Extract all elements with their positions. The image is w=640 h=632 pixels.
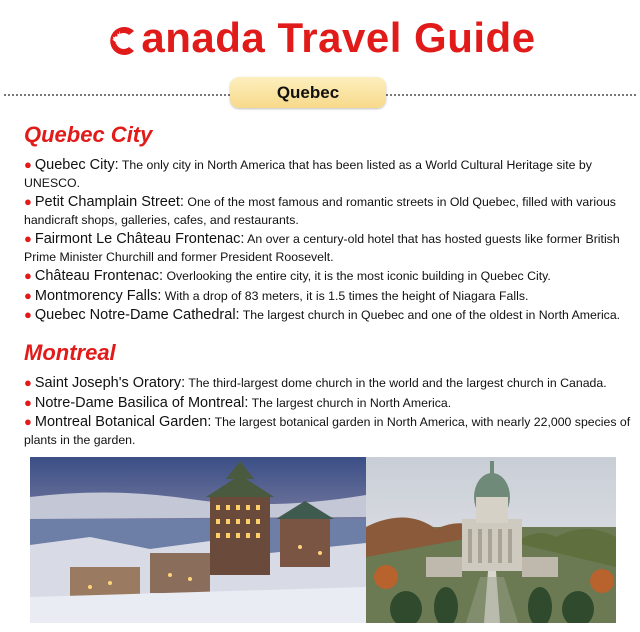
item-name: Quebec City: (34, 157, 119, 173)
list-item (24, 306, 632, 325)
bullet: ● (24, 307, 32, 322)
list-item (24, 374, 632, 393)
page-title (104, 14, 535, 62)
photo-strip (30, 457, 616, 623)
item-desc: The third-largest dome church in the world and the largest church in Canada. (185, 376, 607, 390)
divider-left (4, 94, 230, 96)
bullet: ● (24, 157, 32, 172)
list-item (24, 156, 632, 192)
list-item (24, 267, 632, 286)
item-name: Montreal Botanical Garden: (34, 414, 212, 430)
list-item (24, 394, 632, 413)
bullet: ● (24, 414, 32, 429)
bullet: ● (24, 194, 32, 209)
item-desc: One of the most famous and romantic streets in Old Quebec, filled with various handicraft shops, galleries, cafes, and restaurants. (24, 195, 616, 227)
item-desc: The largest church in Quebec and one of the oldest in North America. (239, 308, 621, 322)
maple-leaf-icon (104, 21, 140, 57)
item-desc: Overlooking the entire city, it is the most iconic building in Quebec City. (163, 269, 551, 283)
item-desc: An over a century-old hotel that has hosted guests like former British Prime Minister Churchill and former President Roosevelt. (24, 232, 620, 264)
section-heading-quebec-city: Quebec City (24, 122, 153, 147)
divider-right (386, 94, 636, 96)
item-desc: The only city in North America that has been listed as a World Cultural Heritage site by UNESCO. (24, 158, 592, 190)
section-heading-montreal: Montreal (24, 340, 116, 365)
list-item (24, 193, 632, 229)
bullet: ● (24, 394, 32, 410)
region-badge-label: Quebec (276, 82, 340, 102)
item-desc: With a drop of 83 meters, it is 1.5 times the height of Niagara Falls. (161, 288, 529, 303)
item-name: Notre-Dame Basilica of Montreal: (34, 394, 249, 411)
page-title-text: anada Travel Guide (141, 14, 536, 61)
item-desc: The largest botanical garden in North America, with nearly 22,000 species of plants in the garden. (24, 415, 631, 447)
list-item (24, 287, 632, 306)
item-name: Saint Joseph's Oratory: (34, 375, 186, 391)
bullet: ● (24, 375, 32, 390)
quebec-city-winter-photo (30, 457, 366, 623)
region-badge (230, 77, 386, 108)
montreal-list (24, 374, 632, 450)
list-item (24, 413, 632, 449)
bullet: ● (24, 268, 32, 283)
bullet: ● (24, 231, 32, 246)
bullet: ● (24, 287, 32, 303)
item-name: Château Frontenac: (34, 268, 164, 284)
saint-josephs-oratory-photo (366, 457, 616, 623)
item-name: Montmorency Falls: (34, 287, 162, 304)
list-item (24, 230, 632, 266)
item-name: Quebec Notre-Dame Cathedral: (34, 307, 240, 323)
item-name: Petit Champlain Street: (34, 194, 184, 210)
item-name: Fairmont Le Château Frontenac: (34, 231, 245, 247)
quebec-city-list (24, 156, 632, 326)
page-header (0, 14, 640, 63)
item-desc: The largest church in North America. (248, 395, 452, 410)
